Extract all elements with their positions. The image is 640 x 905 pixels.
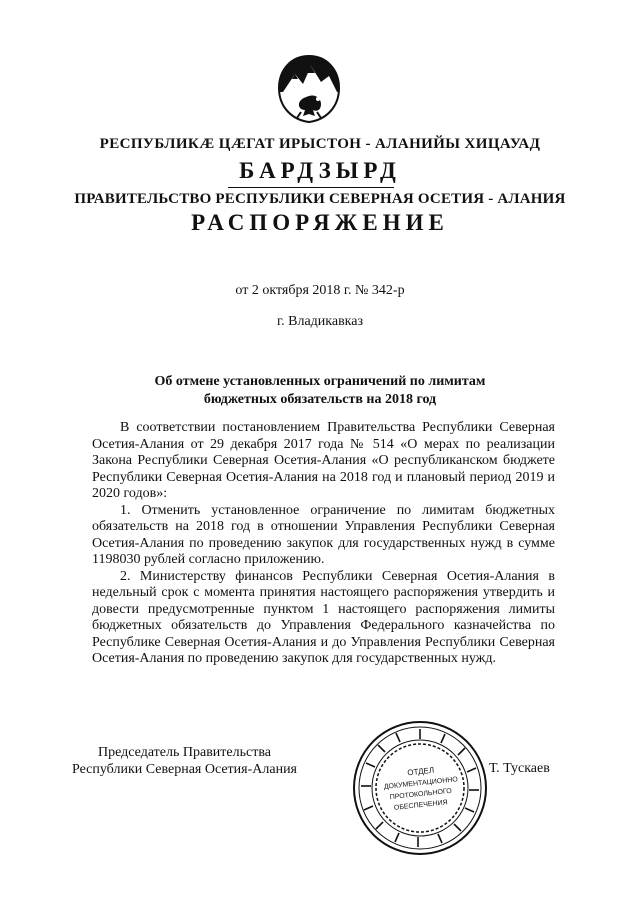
coat-of-arms-icon — [273, 52, 345, 124]
official-stamp — [350, 718, 490, 858]
svg-text:ОБЕСПЕЧЕНИЯ: ОБЕСПЕЧЕНИЯ — [393, 799, 449, 812]
header-ossetian-line: РЕСПУБЛИКӔ ЦӔГАТ ИРЫСТОН - АЛАНИЙЫ ХИЦАУАД — [99, 136, 541, 152]
document-title — [0, 373, 640, 409]
body-paragraph-item1: 1. Отменить установленное ограничение по лимитам бюджетных обязательств на 2018 год в отношении Управления Республики Северная Осетия-Алания по проведению закупок для государственных нужд в сумме 1198030 рублей согласно приложению. — [92, 502, 555, 567]
signatory-name: Т. Тускаев — [489, 761, 550, 776]
document-date-number: от 2 октября 2018 г. № 342-р — [235, 283, 405, 298]
signature-position — [72, 744, 297, 778]
header-russian-title: РАСПОРЯЖЕНИЕ — [191, 210, 449, 235]
document-title-line2: бюджетных обязательств на 2018 год — [203, 392, 437, 407]
header-russian-line: ПРАВИТЕЛЬСТВО РЕСПУБЛИКИ СЕВЕРНАЯ ОСЕТИЯ - АЛАНИЯ — [74, 191, 566, 207]
body-paragraph-preamble: В соответствии постановлением Правительства Республики Северная Осетия-Алания от 29 декабря 2017 года № 514 «О мерах по реализации Закона Республики Северная Осетия-Алания «О республиканском бюджете Республики Северная Осетия-Алания на 2018 год и плановый период 2019 и 2020 годов»: — [92, 420, 555, 501]
svg-text:ОТДЕЛ: ОТДЕЛ — [406, 765, 435, 778]
svg-text:ПРОТОКОЛЬНОГО: ПРОТОКОЛЬНОГО — [389, 787, 453, 802]
document-body — [92, 420, 555, 668]
signature-position-line1: Председатель Правительства — [98, 745, 271, 760]
body-paragraph-item2: 2. Министерству финансов Республики Северная Осетия-Алания в недельный срок с момента принятия настоящего распоряжения утвердить и довести предусмотренные пунктом 1 настоящего распоряжения лимиты бюджетных обязательств до Управления Федерального казначейства по Республике Северная Осетия-Алания и до Управления Республики Северная Осетия-Алания по проведению закупок для государственных нужд. — [92, 568, 555, 666]
signature-position-line2: Республики Северная Осетия-Алания — [72, 762, 297, 777]
document-title-line1: Об отмене установленных ограничений по лимитам — [154, 374, 486, 389]
header-divider — [228, 187, 394, 188]
document-city: г. Владикавказ — [276, 314, 364, 329]
header-ossetian-title: БАРДЗЫРД — [239, 158, 401, 183]
svg-text:ДОКУМЕНТАЦИОННО: ДОКУМЕНТАЦИОННО — [383, 776, 459, 791]
